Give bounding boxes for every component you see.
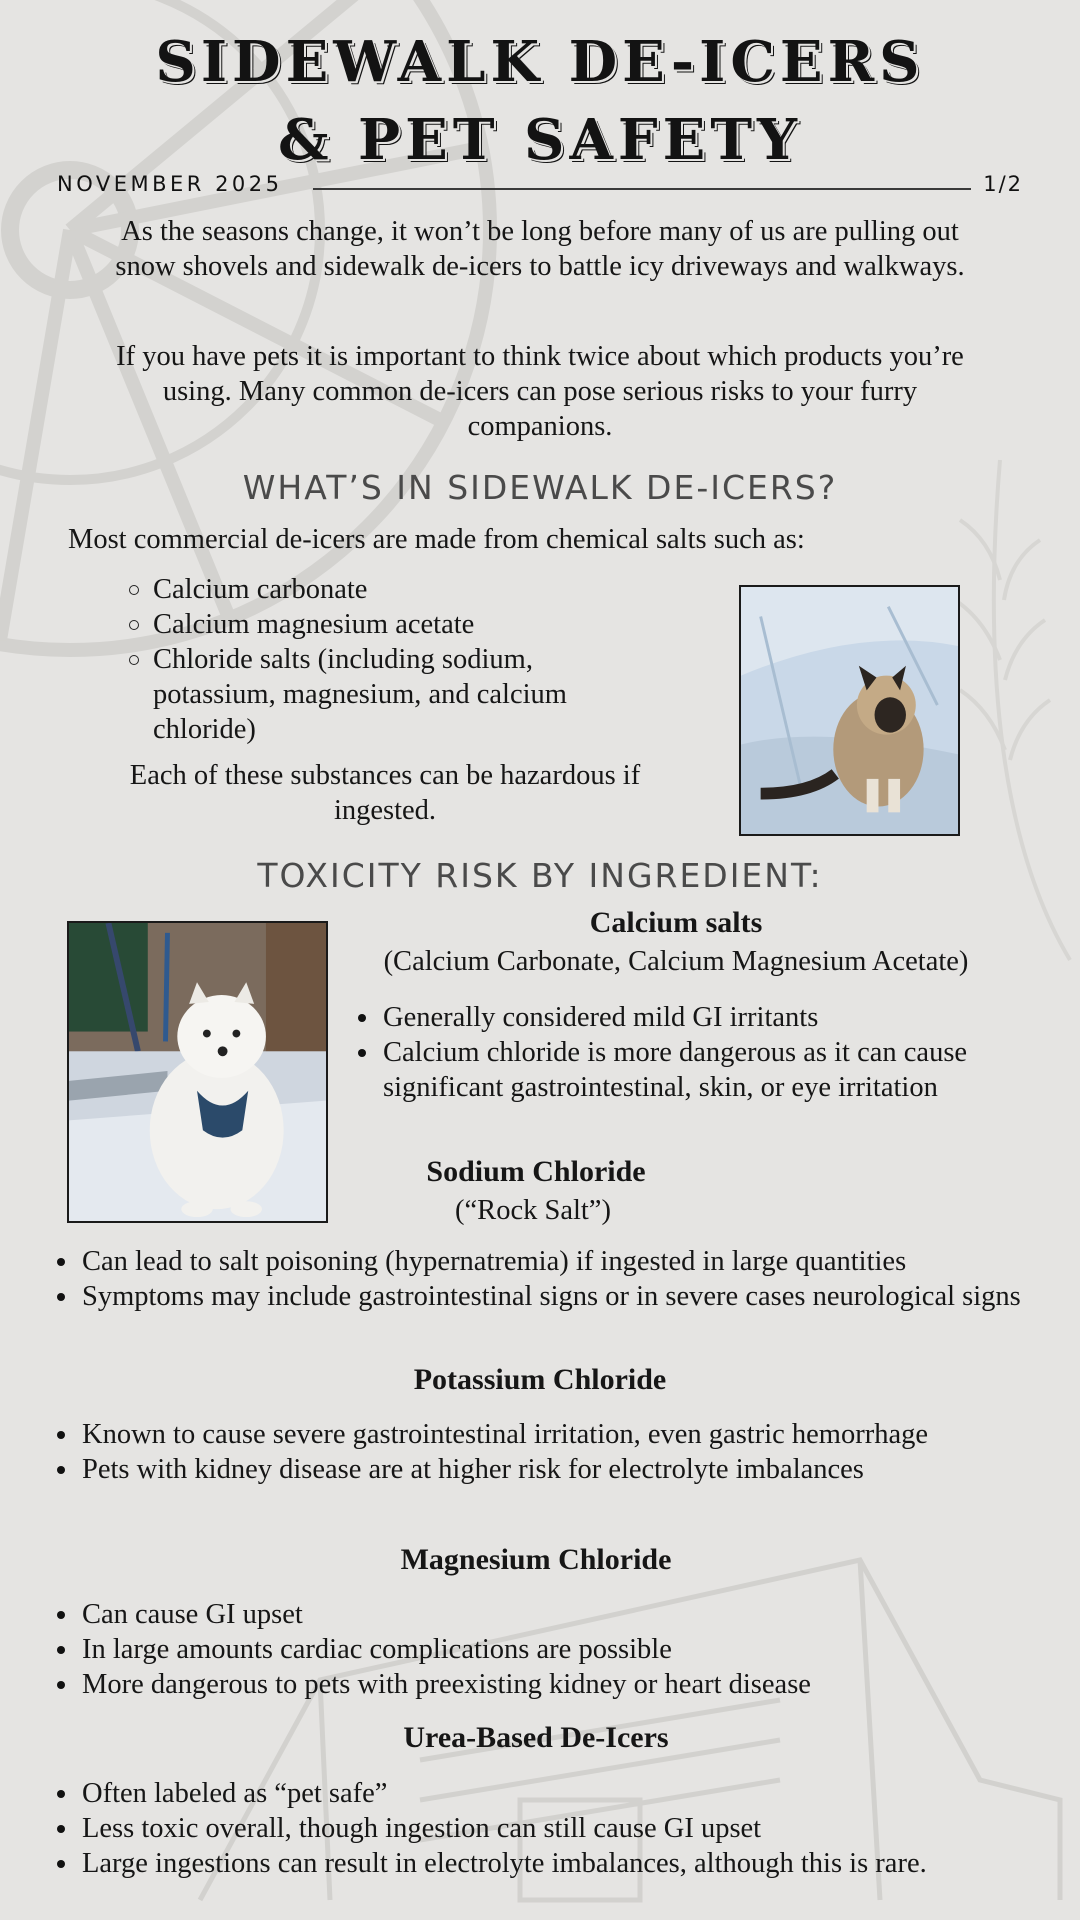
magnesium-chloride-list [82, 1597, 1042, 1702]
section-heading-whats-in: WHAT’S IN SIDEWALK DE-ICERS? [242, 468, 838, 507]
page-title-line-1: SIDEWALK DE-ICERS [155, 29, 925, 95]
ingredient-title-calcium-salts: Calcium salts [589, 906, 763, 939]
list-item: Often labeled as “pet safe” [82, 1776, 1062, 1811]
list-item: Generally considered mild GI irritants [383, 1000, 993, 1035]
list-item: Known to cause severe gastrointestinal irritation, even gastric hemorrhage [82, 1417, 1042, 1452]
list-item: Calcium carbonate [153, 572, 653, 607]
header-rule [313, 188, 971, 190]
list-item: Chloride salts (including sodium, potassium, magnesium, and calcium chloride) [153, 642, 653, 747]
section-heading-toxicity: TOXICITY RISK BY INGREDIENT: [257, 856, 823, 895]
ingredient-title-sodium-chloride: Sodium Chloride [426, 1155, 646, 1188]
issue-date: NOVEMBER 2025 [57, 172, 283, 196]
whats-in-intro: Most commercial de-icers are made from chemical salts such as: [68, 524, 805, 555]
page-title-line-2: & PET SAFETY [278, 107, 802, 173]
dateline [57, 172, 1023, 200]
dog-photo-1 [739, 585, 960, 836]
sodium-chloride-list [82, 1244, 1042, 1314]
ingredient-title-potassium-chloride: Potassium Chloride [413, 1363, 667, 1396]
list-item: Symptoms may include gastrointestinal signs or in severe cases neurological signs [82, 1279, 1042, 1314]
intro-paragraph: As the seasons change, it won’t be long before many of us are pulling out snow shovels and sidewalk de-icers to battle icy driveways and walkways. [115, 216, 965, 282]
ingredient-title-magnesium-chloride: Magnesium Chloride [400, 1543, 672, 1576]
dog-photo-2 [67, 921, 328, 1223]
list-item: More dangerous to pets with preexisting kidney or heart disease [82, 1667, 1042, 1702]
list-item: Less toxic overall, though ingestion can still cause GI upset [82, 1811, 1062, 1846]
list-item: Can cause GI upset [82, 1597, 1042, 1632]
urea-based-list [82, 1776, 1062, 1881]
list-item: Pets with kidney disease are at higher risk for electrolyte imbalances [82, 1452, 1042, 1487]
intro-paragraph: If you have pets it is important to think twice about which products you’re using. Many common de-icers can pose serious risks to your furry companions. [116, 341, 964, 442]
page-number: 1/2 [983, 172, 1023, 196]
list-item: In large amounts cardiac complications are possible [82, 1632, 1042, 1667]
list-item: Can lead to salt poisoning (hypernatremia) if ingested in large quantities [82, 1244, 1042, 1279]
hazard-note: Each of these substances can be hazardous if ingested. [129, 760, 641, 826]
ingredient-subtitle-calcium-salts: (Calcium Carbonate, Calcium Magnesium Acetate) [383, 946, 969, 977]
list-item: Large ingestions can result in electrolyte imbalances, although this is rare. [82, 1846, 1062, 1881]
list-item: Calcium chloride is more dangerous as it can cause significant gastrointestinal, skin, or eye irritation [383, 1035, 993, 1105]
list-item: Calcium magnesium acetate [153, 607, 653, 642]
ingredient-subtitle-sodium-chloride: (“Rock Salt”) [455, 1195, 611, 1226]
calcium-salts-list [383, 1000, 993, 1105]
potassium-chloride-list [82, 1417, 1042, 1487]
ingredient-title-urea-based: Urea-Based De-Icers [403, 1721, 669, 1754]
ingredient-list [153, 572, 653, 747]
